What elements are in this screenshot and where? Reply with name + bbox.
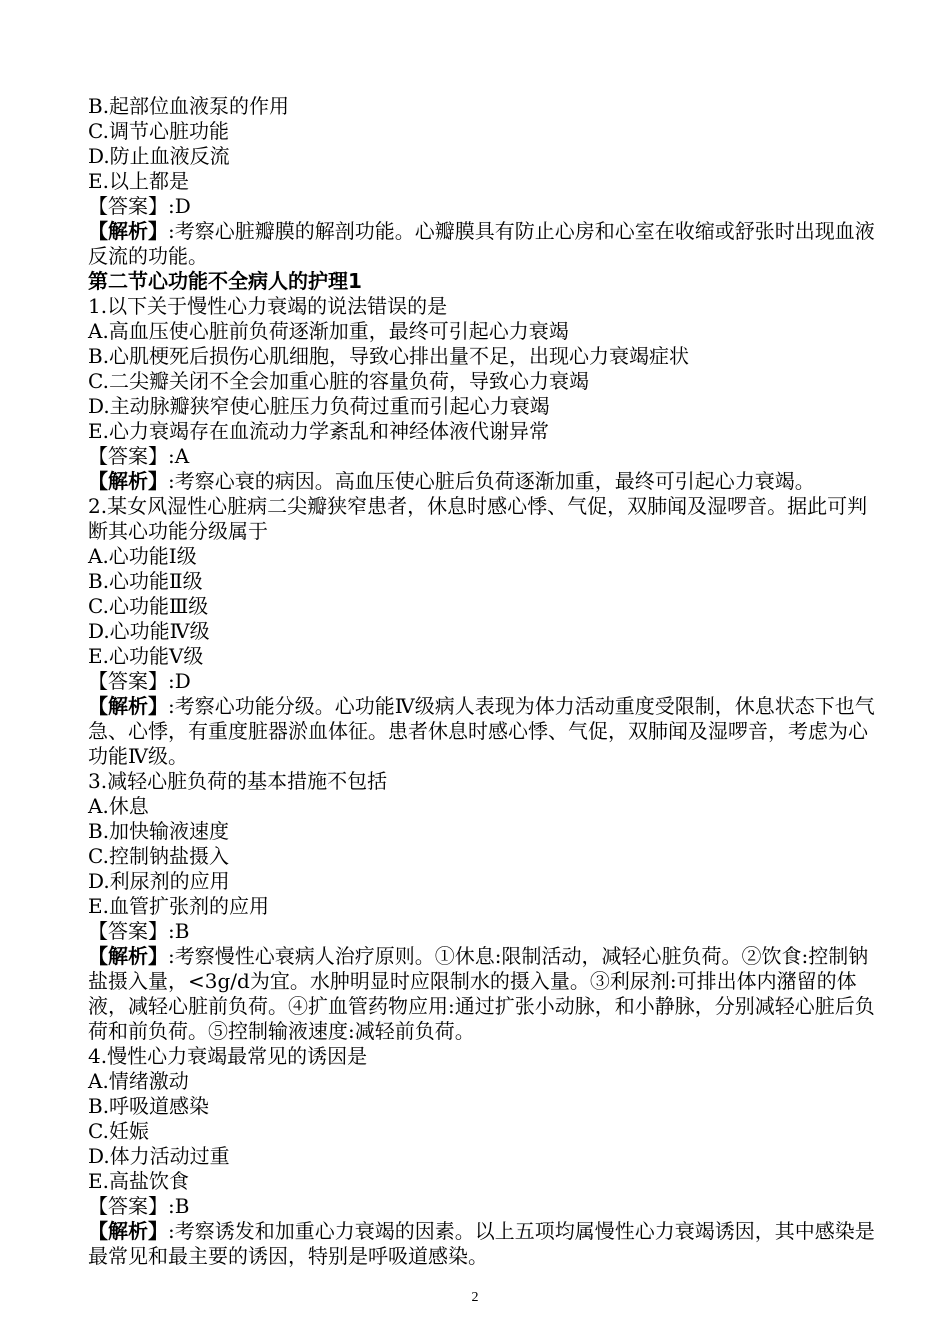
page-number: 2 bbox=[471, 1290, 479, 1305]
answer: 【答案】:D bbox=[88, 194, 191, 218]
question-2 bbox=[88, 494, 878, 769]
option-a: A.心功能Ⅰ级 bbox=[88, 544, 197, 568]
analysis-text: :考察诱发和加重心力衰竭的因素。以上五项均属慢性心力衰竭诱因，其中感染是最常见和最主要的诱因，特别是呼吸道感染。 bbox=[88, 1219, 875, 1268]
answer: 【答案】:B bbox=[88, 919, 190, 943]
analysis-label: 【解析】 bbox=[88, 1219, 168, 1243]
document-page bbox=[88, 94, 878, 1269]
analysis-text: :考察心脏瓣膜的解剖功能。心瓣膜具有防止心房和心室在收缩或舒张时出现血液反流的功能。 bbox=[88, 219, 875, 268]
option-e: E.心功能Ⅴ级 bbox=[88, 644, 204, 668]
question-4 bbox=[88, 1044, 878, 1269]
option-a: A.休息 bbox=[88, 794, 149, 818]
option-b: B.心功能Ⅱ级 bbox=[88, 569, 203, 593]
option-d: D.心功能Ⅳ级 bbox=[88, 619, 210, 643]
analysis-text: :考察心衰的病因。高血压使心脏后负荷逐渐加重，最终可引起心力衰竭。 bbox=[168, 469, 815, 493]
analysis-text: :考察心功能分级。心功能Ⅳ级病人表现为体力活动重度受限制，休息状态下也气急、心悸，有重度脏器淤血体征。患者休息时感心悸、气促，双肺闻及湿啰音，考虑为心功能Ⅳ级。 bbox=[88, 694, 875, 768]
answer: 【答案】:D bbox=[88, 669, 191, 693]
answer: 【答案】:A bbox=[88, 444, 190, 468]
question-1 bbox=[88, 294, 878, 494]
option-b: B.起部位血液泵的作用 bbox=[88, 94, 290, 118]
option-c: C.心功能Ⅲ级 bbox=[88, 594, 209, 618]
option-e: E.血管扩张剂的应用 bbox=[88, 894, 269, 918]
analysis bbox=[88, 694, 878, 769]
option-d: D.主动脉瓣狭窄使心脏压力负荷过重而引起心力衰竭 bbox=[88, 394, 550, 418]
option-d: D.体力活动过重 bbox=[88, 1144, 230, 1168]
analysis bbox=[88, 219, 878, 269]
analysis-label: 【解析】 bbox=[88, 944, 168, 968]
option-d: D.利尿剂的应用 bbox=[88, 869, 230, 893]
answer: 【答案】:B bbox=[88, 1194, 190, 1218]
option-a: A.情绪激动 bbox=[88, 1069, 189, 1093]
analysis-label: 【解析】 bbox=[88, 469, 168, 493]
option-d: D.防止血液反流 bbox=[88, 144, 230, 168]
question-stem: 4.慢性心力衰竭最常见的诱因是 bbox=[88, 1044, 368, 1068]
option-e: E.心力衰竭存在血流动力学紊乱和神经体液代谢异常 bbox=[88, 419, 549, 443]
option-a: A.高血压使心脏前负荷逐渐加重，最终可引起心力衰竭 bbox=[88, 319, 569, 343]
option-b: B.呼吸道感染 bbox=[88, 1094, 210, 1118]
analysis bbox=[88, 469, 878, 494]
section-title: 第二节心功能不全病人的护理1 bbox=[88, 269, 362, 293]
option-b: B.加快输液速度 bbox=[88, 819, 230, 843]
analysis-text: :考察慢性心衰病人治疗原则。①休息:限制活动，减轻心脏负荷。②饮食:控制钠盐摄入量，<3g/d为宜。水肿明显时应限制水的摄入量。③利尿剂:可排出体内潴留的体液，减轻心脏前负荷。④扩血管药物应用:通过扩张小动脉，和小静脉，分别减轻心脏后负荷和前负荷。⑤控制输液速度:减轻前负荷。 bbox=[88, 944, 875, 1043]
question-stem: 2.某女风湿性心脏病二尖瓣狭窄患者，休息时感心悸、气促，双肺闻及湿啰音。据此可判断其心功能分级属于 bbox=[88, 494, 868, 543]
option-c: C.调节心脏功能 bbox=[88, 119, 229, 143]
option-c: C.控制钠盐摄入 bbox=[88, 844, 229, 868]
analysis bbox=[88, 1219, 878, 1269]
analysis bbox=[88, 944, 878, 1044]
option-e: E.高盐饮食 bbox=[88, 1169, 189, 1193]
question-3 bbox=[88, 769, 878, 1044]
option-b: B.心肌梗死后损伤心肌细胞，导致心排出量不足，出现心力衰竭症状 bbox=[88, 344, 690, 368]
prev-question-tail bbox=[88, 94, 878, 269]
analysis-label: 【解析】 bbox=[88, 219, 168, 243]
option-c: C.二尖瓣关闭不全会加重心脏的容量负荷，导致心力衰竭 bbox=[88, 369, 589, 393]
option-e: E.以上都是 bbox=[88, 169, 189, 193]
question-stem: 1.以下关于慢性心力衰竭的说法错误的是 bbox=[88, 294, 448, 318]
option-c: C.妊娠 bbox=[88, 1119, 149, 1143]
analysis-label: 【解析】 bbox=[88, 694, 168, 718]
question-stem: 3.减轻心脏负荷的基本措施不包括 bbox=[88, 769, 388, 793]
